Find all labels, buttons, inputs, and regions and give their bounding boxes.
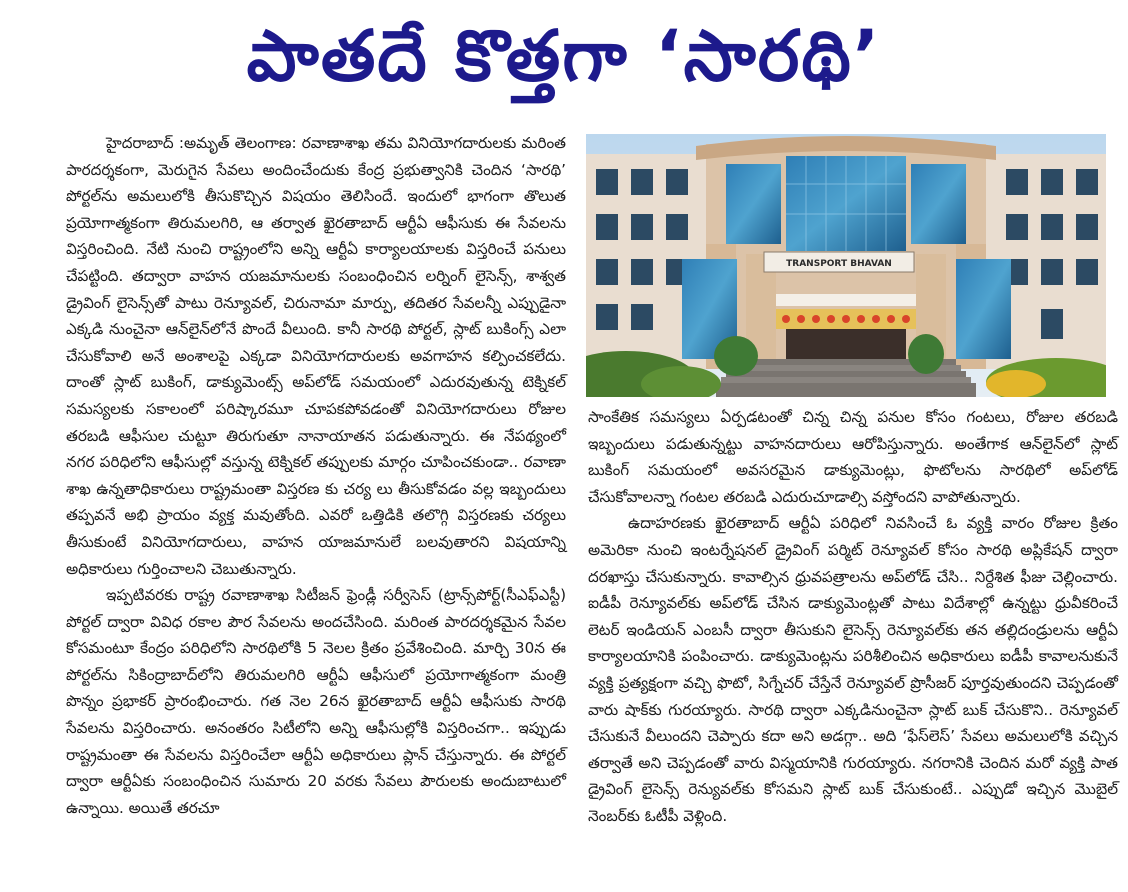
- transport-bhavan-sign: TRANSPORT BHAVAN: [786, 259, 892, 269]
- transport-bhavan-photo: [586, 134, 1106, 397]
- headline: పాతదే కొత్తగా ‘సారథి’: [246, 15, 882, 97]
- paragraph: హైదరాబాద్ :అమృత్ తెలంగాణ: రవాణాశాఖ తమ వినియోగదారులకు మరింత పారదర్శకంగా, మెరుగైన సేవలు అందించేందుకు కేంద్ర ప్రభుత్వానికి చెందిన ‘సారథి’ పోర్టల్‌ను అమలులోకి తీసుకొచ్చిన విషయం తెలిసిందే. ఇందులో భాగంగా తొలుత ప్రయోగాత్మకంగా తిరుమలగిరి, ఆ తర్వాత ఖైరతాబాద్ ఆర్టీఏ ఆఫీసుకు ఈ సేవలను విస్తరించింది. నేటి నుంచి రాష్ట్రంలోని అన్ని ఆర్టీఏ కార్యాలయాలకు విస్తరించే పనులు చేపట్టింది. తద్వారా వాహన యజమానులకు సంబంధించిన లర్నింగ్ లైసెన్స్, శాశ్వత డ్రైవింగ్ లైసెన్స్‌తో పాటు రెన్యూవల్, చిరునామా మార్పు, తదితర సేవలన్నీ ఎప్పుడైనా ఎక్కడి నుంచైనా ఆన్‌లైన్‌లోనే పొందే వీలుంది. కానీ సారథి పోర్టల్, స్లాట్ బుకింగ్స్ ఎలా చేసుకోవాలి అనే అంశాలపై ఎక్కడా వినియోగదారులకు అవగాహన కల్పించకలేదు. దాంతో స్లాట్ బుకింగ్, డాక్యుమెంట్స్ అప్‌లోడ్ సమయంలో ఎదురవుతున్న టెక్నికల్ సమస్యలకు సకాలంలో పరిష్కారమూ చూపకపోవడంతో వినియోగదారులు రోజుల తరబడి ఆఫీసుల చుట్టూ తిరుగుతూ నానాయాతన పడుతున్నారు. ఈ నేపథ్యంలో నగర పరిధిలోని ఆఫీసుల్లో వస్తున్న టెక్నికల్ తప్పులకు మార్గం చూపించకుండా.. రవాణా శాఖ ఉన్నతాధికారులు రాష్ట్రమంతా విస్తరణ కు చర్య లు తీసుకోవడం వల్ల ఇబ్బందులు తప్పవనే అభి ప్రాయం వ్యక్త మవుతోంది. ఎవరో ఒత్తిడికి తలొగ్గి విస్తరణకు చర్యలు తీసుకుంటే వినియోగదారులు, వాహన యాజమానులే బలవుతారని విషయాన్ని అధికారులు గుర్తించాలని చెబుతున్నారు.: [66, 134, 566, 578]
- paragraph: ఉదాహరణకు ఖైరతాబాద్ ఆర్టీఏ పరిధిలో నివసించే ఓ వ్యక్తి వారం రోజుల క్రితం అమెరికా నుంచి ఇంటర్నేషనల్ డ్రైవింగ్ పర్మిట్ రెన్యూవల్ కోసం సారథి అప్లికేషన్ ద్వారా దరఖాస్తు చేసుకున్నారు. కావాల్సిన ధ్రువపత్రాలను అప్‌లోడ్ చేసి.. నిర్దేశిత ఫీజు చెల్లించారు. ఐడీపీ రెన్యూవల్‌కు అప్‌లోడ్ చేసిన డాక్యుమెంట్లతో పాటు విదేశాల్లో ఉన్నట్టు ధ్రువీకరించే లెటర్ ఇండియన్ ఎంబసీ ద్వారా తీసుకుని లైసెన్స్ రెన్యూవల్‌కు తన తల్లిదండ్రులను ఆర్టీఏ కార్యాలయానికి పంపించారు. డాక్యుమెంట్లను పరిశీలించిన అధికారులు ఐడీపీ కావాలనుకునే వ్యక్తి ప్రత్యక్షంగా వచ్చి ఫొటో, సిగ్నేచర్ చేస్తేనే రెన్యూవల్ ప్రొసీజర్ పూర్తవుతుందని చెప్పడంతో వారు షాక్‌కు గురయ్యారు. సారథి ద్వారా ఎక్కడినుంచైనా స్లాట్ బుక్ చేసుకొని.. రెన్యూవల్ చేసుకునే వీలుందని చెప్పారు కదా అని అడగ్గా.. అది ‘ఫేస్‌లెస్’ సేవలు అమలులోకి వచ్చిన తర్వాతే అని చెప్పడంతో వారు విస్మయానికి గురయ్యారు. నగరానికి చెందిన మరో వ్యక్తి పాత డ్రైవింగ్ లైసెన్స్ రెన్యువల్‌కు కోసమని స్లాట్ బుక్ చేసుకుంటే.. ఎప్పుడో ఇచ్చిన మొబైల్ నెంబర్‌కు ఓటీపీ వెళ్లింది.: [588, 514, 1118, 825]
- paragraph: సాంకేతిక సమస్యలు ఏర్పడటంతో చిన్న చిన్న పనుల కోసం గంటలు, రోజుల తరబడి ఇబ్బందులు పడుతున్నట్టు వాహనదారులు ఆరోపిస్తున్నారు. అంతేగాక ఆన్‌లైన్‌లో స్లాట్ బుకింగ్ సమయంలో అవసరమైన డాక్యుమెంట్లు, ఫొటోలను సారథిలో అప్‌లోడ్ చేసుకోవాలన్నా గంటల తరబడి ఎదురుచూడాల్సి వస్తోందని వాపోతున్నారు.: [588, 408, 1118, 506]
- right-column: [588, 404, 1118, 830]
- paragraph: ఇప్పటివరకు రాష్ట్ర రవాణాశాఖ సిటీజన్ ఫ్రెండ్లీ సర్వీసెస్ (ట్రాన్స్‌పోర్ట్(సీఎఫ్ఎస్టీ) పోర్టల్ ద్వారా వివిధ రకాల పౌర సేవలను అందచేసింది. మరింత పారదర్శకమైన సేవల కోసమంటూ కేంద్రం పరిధిలోని సారథిలోకి 5 నెలల క్రితం ప్రవేశించింది. మార్చి 30న ఈ పోర్టల్‌ను సికింద్రాబాద్‌లోని తిరుమలగిరి ఆర్టీఏ ఆఫీసులో ప్రయోగాత్మకంగా మంత్రి పొన్నం ప్రభాకర్ ప్రారంభించారు. గత నెల 26న ఖైరతాబాద్ ఆర్టీఏ ఆఫీసుకు సారథి సేవలను విస్తరించారు. అనంతరం సిటీలోని అన్ని ఆఫీసుల్లోకి విస్తరించగా.. ఇప్పుడు రాష్ట్రమంతా ఈ సేవలను విస్తరించేలా ఆర్టీఏ అధికారులు ప్లాన్ చేస్తున్నారు. ఈ పోర్టల్ ద్వారా ఆర్టీఏకు సంబంధించిన సుమారు 20 వరకు సేవలు పౌరులకు అందుబాటులో ఉన్నాయి. అయితే తరచూ: [66, 586, 566, 817]
- building-illustration: [586, 134, 1106, 397]
- left-column: [66, 130, 566, 821]
